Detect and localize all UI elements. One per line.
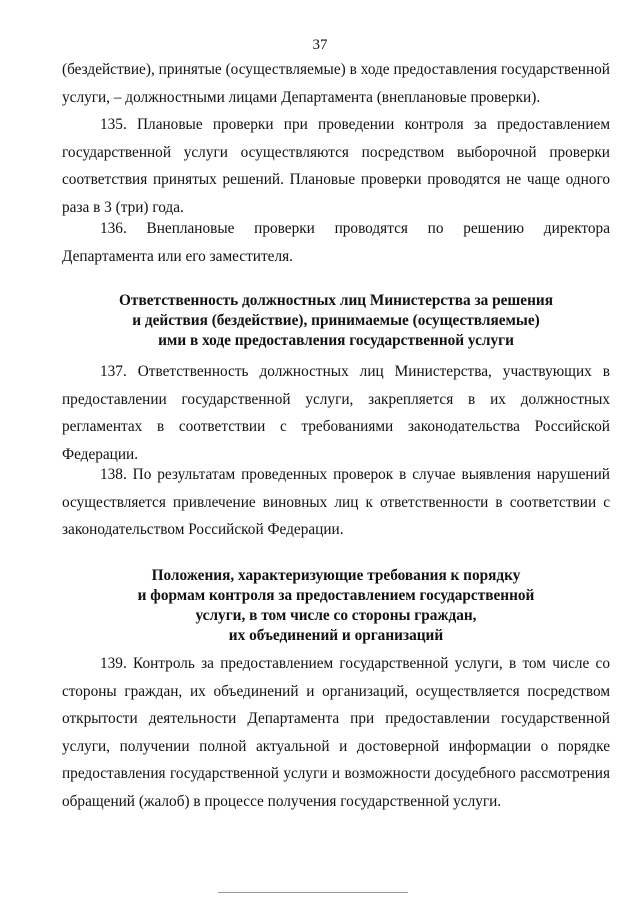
- paragraph-136: [62, 215, 610, 270]
- paragraph-139: [62, 650, 610, 815]
- paragraph-136-text: 136. Внеплановые проверки проводятся по решению директора Департамента или его заместителя.: [62, 220, 610, 265]
- section-heading-control-provisions: [62, 566, 610, 646]
- heading-line: и действия (бездействие), принимаемые (осуществляемые): [132, 312, 540, 329]
- paragraph-139-text: 139. Контроль за предоставлением государственной услуги, в том числе со стороны граждан, их объединений и организаций, осуществляется посредством открытости деятельности Департамента при предоставлении государственной услуги, получении полной актуальной и достоверной информации о порядке предоставления государственной услуги и возможности досудебного рассмотрения обращений (жалоб) в процессе получения государственной услуги.: [62, 655, 610, 810]
- heading-line: ими в ходе предоставления государственной услуги: [158, 332, 514, 349]
- heading-line: Ответственность должностных лиц Министерства за решения: [119, 292, 553, 309]
- scan-edge-line: [218, 892, 408, 893]
- section-heading-responsibility: [62, 291, 610, 351]
- heading-line: и формам контроля за предоставлением государственной: [137, 587, 535, 604]
- heading-line: Положения, характеризующие требования к порядку: [151, 567, 521, 584]
- paragraph-135-text: 135. Плановые проверки при проведении контроля за предоставлением государственной услуги осуществляются посредством выборочной проверки соответствия принятых решений. Плановые проверки проводятся не чаще одного раза в 3 (три) года.: [62, 116, 610, 216]
- paragraph-137: [62, 358, 610, 468]
- paragraph-135: [62, 111, 610, 221]
- heading-line: услуги, в том числе со стороны граждан,: [195, 607, 477, 624]
- paragraph-continuation: (бездействие), принятые (осуществляемые) в ходе предоставления государственной услуги, – должностными лицами Департамента (внеплановые проверки).: [62, 61, 610, 106]
- heading-line: их объединений и организаций: [228, 627, 444, 644]
- paragraph-137-text: 137. Ответственность должностных лиц Министерства, участвующих в предоставлении государственной услуги, закрепляется в их должностных регламентах в соответствии с требованиями законодательства Российской Федерации.: [62, 363, 610, 463]
- page-number: 37: [312, 37, 328, 53]
- paragraph-138-text: 138. По результатам проведенных проверок в случае выявления нарушений осуществляется привлечение виновных лиц к ответственности в соответствии с законодательством Российской Федерации.: [62, 466, 610, 538]
- paragraph-138: [62, 461, 610, 544]
